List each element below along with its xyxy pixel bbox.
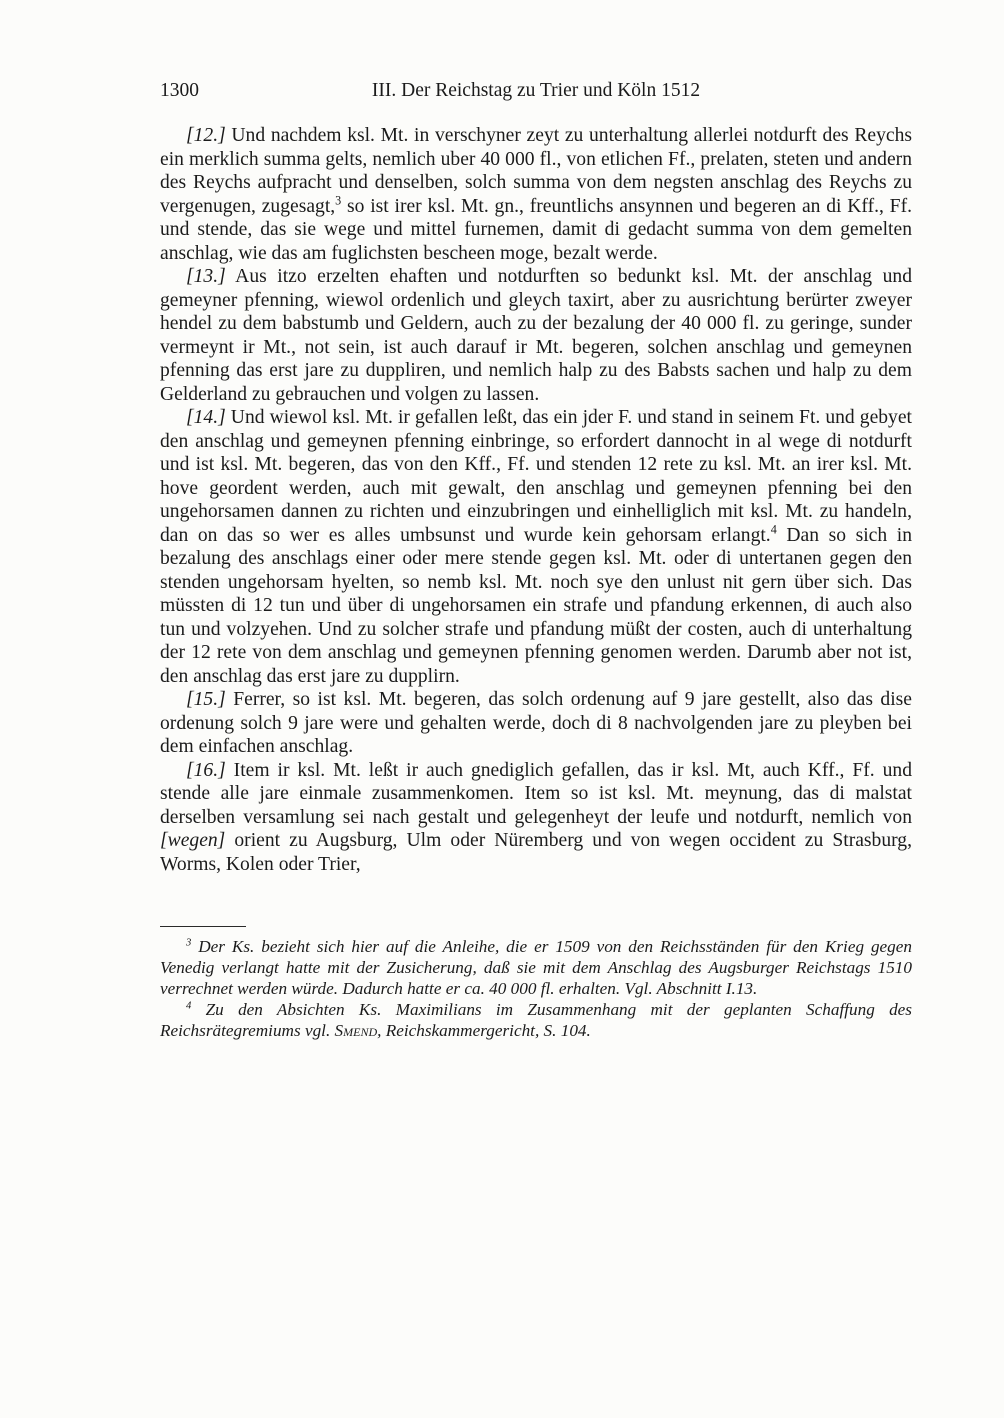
footnote-reference: 3 — [335, 192, 342, 207]
text-segment: Und nachdem ksl. Mt. in verschyner zeyt zu unterhaltung allerlei notdurft des Reychs ein merklich summa gelts, nemlich uber 40 000 fl., von etlichen Ff., prelaten, steten und andern des Reychs aufpracht und denselben, solch summa von dem negsten anschlag des Reychs zu vergenugen, zugesagt, — [160, 125, 912, 217]
paragraph — [160, 759, 912, 877]
text-segment: Aus itzo erzelten ehaften und notdurften so bedunkt ksl. Mt. der anschlag und gemeyner pfenning, wiewol ordenlich und gleych taxirt, aber zu ausrichtung berürter zweyer hendel zu dem babstumb und Geldern, auch zu der bezalung der 40 000 fl. zu geringe, sunder vermeynt ir Mt., not sein, ist auch darauf ir Mt. begeren, solchen anschlag und gemeynen pfenning das erst jare zu duppliren, und nemlich halp zu des Babsts sachen und halp zu dem Gelderland zu gebrauchen und volgen zu lassen. — [160, 266, 912, 405]
paragraph-number: [14.] — [186, 407, 226, 428]
paragraph — [160, 124, 912, 265]
footnote-marker: 3 — [186, 937, 192, 949]
paragraph — [160, 265, 912, 406]
page-number: 1300 — [160, 80, 199, 101]
paragraph-number: [13.] — [186, 266, 226, 287]
text-segment: , Reichskammergericht, S. 104. — [377, 1021, 591, 1040]
footnote-reference: 4 — [770, 521, 777, 536]
footnote-separator — [160, 926, 246, 927]
text-segment: Zu den Absichten Ks. Maximilians im Zusammenhang mit der geplanten Schaffung des Reichsrätegremiums vgl. — [160, 1000, 912, 1040]
paragraph-number: [12.] — [186, 125, 226, 146]
paragraph-number: [16.] — [186, 759, 226, 781]
text-segment: [wegen] — [160, 830, 226, 851]
text-segment: so ist irer ksl. Mt. gn., freuntlichs ansynnen und begeren an di Kff., Ff. und stende, das sie wege und mittel furnemen, damit di gedacht summa von dem gemelten anschlag, wie das am fuglichsten bescheen moge, bezalt werde. — [160, 195, 912, 264]
text-segment: Dan so sich in bezalung des anschlags einer oder mere stende gegen ksl. Mt. oder di untertanen gegen den stenden ungehorsam hyelten, so nemb ksl. Mt. noch sye den unlust nit gern über sich. Das müssten di 12 tun und über di ungehorsamen ein strafe und pfandung erkennen, di auch also tun und volzyehen. Und zu solcher strafe und pfandung müßt der costen, auch di unterhaltung der 12 rete von dem anschlag und gemeynen pfenning genomen werden. Darumb aber not ist, den anschlag das erst jare zu dupplirn. — [160, 524, 912, 687]
footnote-marker: 4 — [186, 1000, 192, 1012]
footnote — [160, 936, 912, 999]
text-segment: Smend — [334, 1021, 378, 1040]
text-segment: orient zu Augsburg, Ulm oder Nüremberg und von wegen occident zu Strasburg, Worms, Kolen oder Trier, — [160, 830, 912, 875]
paragraph-number: [15.] — [186, 689, 226, 710]
footnote — [160, 999, 912, 1041]
page-header — [160, 80, 912, 110]
paragraph — [160, 406, 912, 688]
book-page — [160, 80, 912, 1041]
footnotes — [160, 936, 912, 1041]
body-paragraphs — [160, 124, 912, 876]
text-segment: Der Ks. bezieht sich hier auf die Anleihe, die er 1509 von den Reichsständen für den Krieg gegen Venedig verlangt hatte mit der Zusicherung, daß sie mit dem Anschlag des Augsburger Reichstags 1510 verrechnet werden würde. Dadurch hatte er ca. 40 000 fl. erhalten. Vgl. Abschnitt I.13. — [160, 937, 912, 998]
text-segment: Ferrer, so ist ksl. Mt. begeren, das solch ordenung auf 9 jare gestellt, also das dise ordenung solch 9 jare were und gehalten werde, doch di 8 nachvolgenden jare zu pleyben bei dem einfachen anschlag. — [160, 689, 912, 757]
paragraph — [160, 688, 912, 759]
text-segment: Item ir ksl. Mt. leßt ir auch gnediglich gefallen, das ir ksl. Mt, auch Kff., Ff. und stende alle jare einmale zusammenkomen. Item so ist ksl. Mt. meynung, das di malstat derselben versamlung sei nach gestalt und gelegenheyt der leufe und notdurft, nemlich von — [160, 759, 912, 828]
text-segment: Und wiewol ksl. Mt. ir gefallen leßt, das ein jder F. und stand in seinem Ft. und gebyet den anschlag und gemeynen pfenning einbringe, so erfordert dannocht in al wege di notdurft und ist ksl. Mt. begeren, das von den Kff., Ff. und stenden 12 rete zu ksl. Mt. an irer ksl. Mt. hove geordent werden, auch mit gewalt, den anschlag und gemeynen pfenning bei den ungehorsamen dannen zu richten und einzubringen und einhelliglich mit ksl. Mt. zu handeln, dan on das so wer es alles umbsunst und wurde kein gehorsam erlangt. — [160, 407, 912, 546]
running-title: III. Der Reichstag zu Trier und Köln 1512 — [371, 80, 701, 101]
